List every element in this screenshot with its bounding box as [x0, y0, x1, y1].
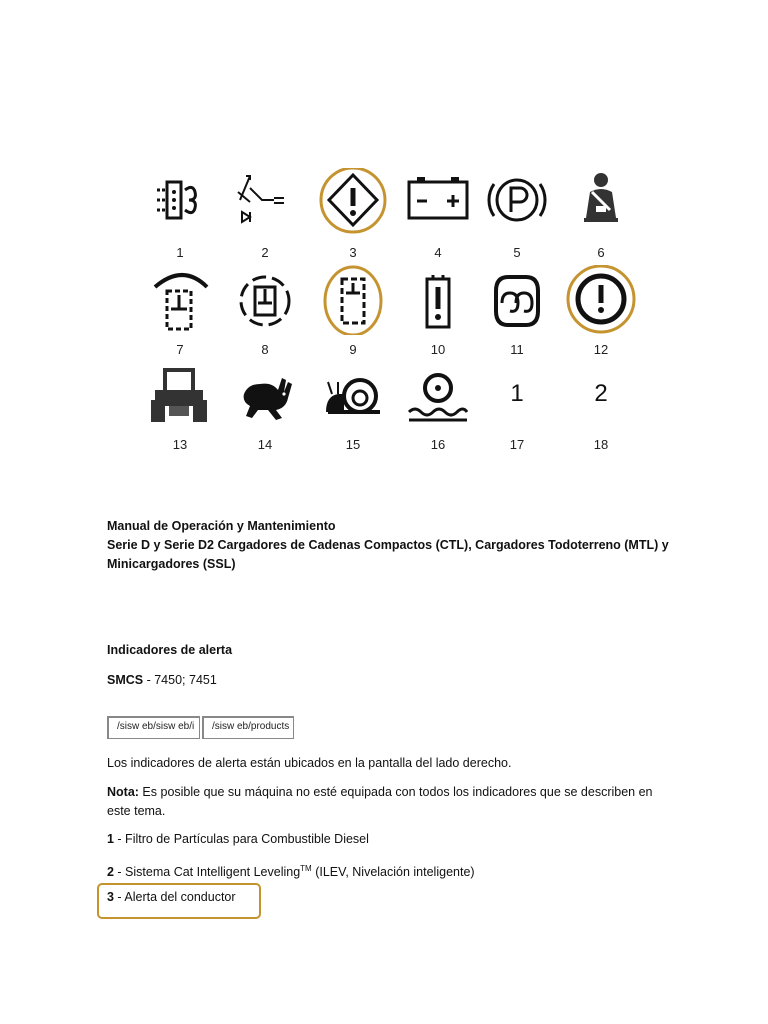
icon-cell-4 — [403, 168, 473, 260]
link-box-2[interactable]: /sisw eb/products — [202, 716, 294, 739]
bucket-cycle-icon — [230, 265, 300, 335]
smcs-label: SMCS — [107, 673, 144, 687]
note-label: Nota: — [107, 785, 139, 799]
icon-number: 13 — [172, 437, 188, 452]
icon-number: 4 — [434, 245, 442, 260]
list-item-text: - Sistema Cat Intelligent Leveling — [113, 865, 301, 880]
title-line-1: Manual de Operación y Mantenimiento — [107, 519, 336, 533]
document-title — [107, 517, 677, 574]
parking-brake-icon — [482, 168, 552, 238]
list-item-number: 2 — [107, 865, 114, 880]
icon-number: 12 — [593, 342, 609, 357]
speed-two-glyph: 2 — [594, 380, 608, 407]
icon-cell-8 — [230, 265, 300, 357]
icon-cell-2 — [230, 168, 300, 260]
bucket-dashed-icon — [318, 265, 388, 335]
icon-number: 7 — [176, 342, 184, 357]
highlight-box — [97, 883, 261, 919]
machine-icon — [145, 360, 215, 430]
icon-number: 18 — [593, 437, 609, 452]
icon-number: 1 — [176, 245, 184, 260]
icon-cell-1 — [145, 168, 215, 260]
operator-alert-icon — [318, 168, 388, 238]
list-item-text: - Filtro de Partículas para Combustible Diesel — [113, 832, 369, 846]
speed-one-glyph: 1 — [510, 380, 524, 407]
list-item-text-rest: (ILEV, Nivelación inteligente) — [311, 865, 475, 880]
icon-cell-7 — [145, 265, 215, 357]
icon-cell-16 — [403, 360, 473, 452]
title-line-2: Serie D y Serie D2 Cargadores de Cadenas Compactos (CTL), Cargadores Todoterreno (MTL) y — [107, 538, 669, 552]
icon-cell-18 — [566, 360, 636, 452]
icon-number: 9 — [349, 342, 357, 357]
smcs-value: - 7450; 7451 — [143, 673, 217, 687]
icon-cell-12 — [566, 265, 636, 357]
icon-cell-15 — [318, 360, 388, 452]
ride-control-icon — [403, 360, 473, 430]
icon-number: 2 — [261, 245, 269, 260]
icon-cell-6 — [566, 168, 636, 260]
icon-cell-17 — [482, 360, 552, 452]
icon-number: 5 — [513, 245, 521, 260]
diesel-particulate-filter-icon — [145, 168, 215, 238]
icon-cell-5 — [482, 168, 552, 260]
icon-number: 16 — [430, 437, 446, 452]
icon-cell-13 — [145, 360, 215, 452]
hydraulic-warning-icon — [403, 265, 473, 335]
rabbit-icon — [230, 360, 300, 430]
section-heading: Indicadores de alerta — [107, 643, 233, 657]
title-line-3: Minicargadores (SSL) — [107, 557, 236, 571]
link-box-group — [107, 716, 294, 738]
icon-number: 11 — [510, 342, 524, 357]
snail-icon — [318, 360, 388, 430]
note-paragraph — [107, 783, 677, 821]
icon-number: 10 — [430, 342, 446, 357]
intelligent-leveling-icon — [230, 168, 300, 238]
list-item-2 — [107, 859, 677, 882]
list-item-text: - Alerta del conductor — [113, 890, 236, 904]
icon-cell-9 — [318, 265, 388, 357]
icon-cell-11 — [482, 265, 552, 357]
link-box-1[interactable]: /sisw eb/sisw eb/i — [107, 716, 200, 739]
icon-number: 6 — [597, 245, 605, 260]
list-item-1 — [107, 830, 677, 849]
icon-cell-10 — [403, 265, 473, 357]
icon-number: 17 — [509, 437, 525, 452]
bucket-tilt-icon — [145, 265, 215, 335]
icon-cell-14 — [230, 360, 300, 452]
icon-cell-3 — [318, 168, 388, 260]
seat-belt-icon — [566, 168, 636, 238]
alert-indicators-figure — [130, 150, 660, 470]
trademark-mark: TM — [300, 864, 312, 873]
list-item-number: 1 — [107, 832, 114, 846]
smcs-code — [107, 671, 677, 690]
battery-icon — [403, 168, 473, 238]
paragraph-location: Los indicadores de alerta están ubicados en la pantalla del lado derecho. — [107, 756, 512, 770]
icon-number: 8 — [261, 342, 269, 357]
icon-number: 3 — [349, 245, 357, 260]
list-item-number: 3 — [107, 890, 114, 904]
note-text: Es posible que su máquina no esté equipada con todos los indicadores que se describen en este tema. — [107, 785, 653, 818]
icon-number: 14 — [257, 437, 273, 452]
brake-warning-icon — [566, 265, 636, 335]
glow-plug-icon — [482, 265, 552, 335]
icon-number: 15 — [345, 437, 361, 452]
